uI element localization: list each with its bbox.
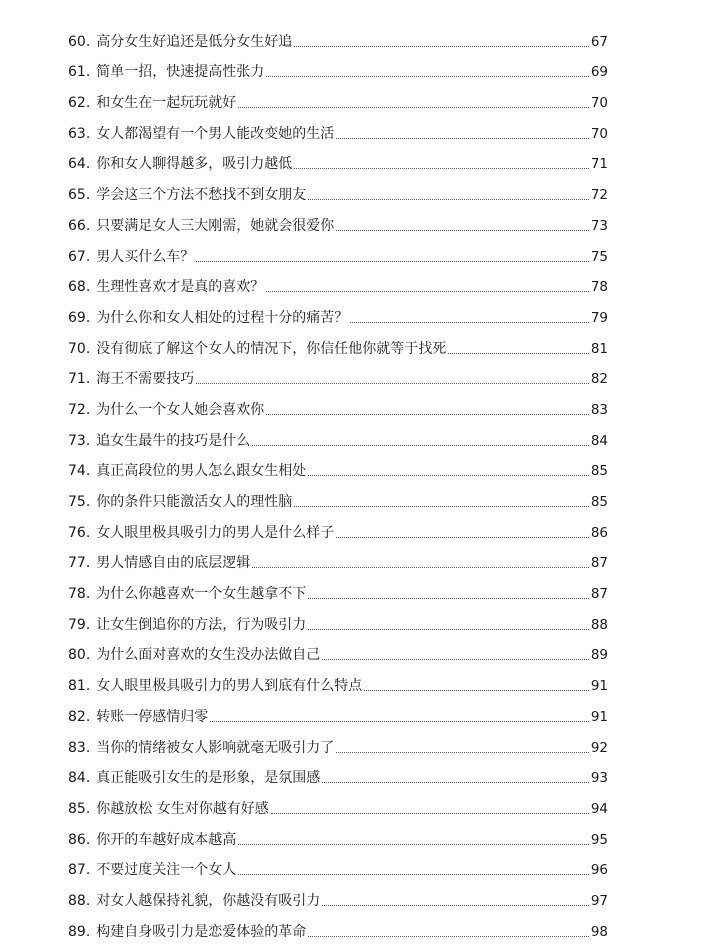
dot-leader bbox=[364, 689, 589, 691]
toc-entry[interactable] bbox=[68, 20, 608, 51]
toc-entry-page-number: 98 bbox=[590, 923, 608, 940]
toc-entry-page-number: 91 bbox=[590, 708, 608, 725]
toc-entry[interactable] bbox=[68, 51, 608, 82]
toc-entry[interactable] bbox=[68, 726, 608, 757]
toc-entry-page-number: 83 bbox=[590, 401, 608, 418]
dot-leader bbox=[336, 751, 589, 753]
toc-entry-page-number: 91 bbox=[590, 678, 608, 695]
toc-entry-page-number: 87 bbox=[590, 586, 608, 603]
dot-leader bbox=[238, 843, 589, 845]
toc-entry-number: 79. bbox=[68, 616, 91, 633]
toc-entry-title[interactable]: 高分女生好追还是低分女生好追 bbox=[96, 33, 293, 50]
toc-entry[interactable] bbox=[68, 266, 608, 297]
toc-entry-title[interactable]: 女人眼里极具吸引力的男人是什么样子 bbox=[96, 524, 335, 541]
dot-leader bbox=[322, 658, 589, 660]
toc-entry-number: 74. bbox=[68, 463, 91, 480]
toc-entry-title[interactable]: 构建自身吸引力是恋爱体验的革命 bbox=[96, 923, 307, 940]
toc-entry[interactable] bbox=[68, 235, 608, 266]
toc-entry-number: 89. bbox=[68, 923, 91, 940]
toc-entry-number: 68. bbox=[68, 279, 91, 296]
toc-entry[interactable] bbox=[68, 542, 608, 573]
dot-leader bbox=[266, 413, 589, 415]
toc-entry-page-number: 78 bbox=[590, 279, 608, 296]
toc-entry-number: 61. bbox=[68, 64, 91, 81]
toc-entry-title[interactable]: 你越放松 女生对你越有好感 bbox=[96, 800, 269, 817]
toc-entry-title[interactable]: 女人都渴望有一个男人能改变她的生活 bbox=[96, 125, 335, 142]
toc-entry-number: 85. bbox=[68, 800, 91, 817]
dot-leader bbox=[308, 474, 589, 476]
dot-leader bbox=[196, 382, 589, 384]
toc-entry[interactable] bbox=[68, 173, 608, 204]
toc-entry-title[interactable]: 简单一招，快速提高性张力 bbox=[96, 64, 265, 81]
toc-entry-number: 66. bbox=[68, 217, 91, 234]
toc-entry-page-number: 95 bbox=[590, 831, 608, 848]
toc-entry-number: 70. bbox=[68, 340, 91, 357]
toc-entry-title[interactable]: 为什么你和女人相处的过程十分的痛苦？ bbox=[96, 309, 349, 326]
toc-entry[interactable] bbox=[68, 849, 608, 880]
dot-leader bbox=[322, 781, 589, 783]
toc-entry-number: 67. bbox=[68, 248, 91, 265]
toc-entry[interactable] bbox=[68, 695, 608, 726]
dot-leader bbox=[350, 321, 589, 323]
toc-entry-title[interactable]: 海王不需要技巧 bbox=[96, 371, 195, 388]
toc-entry-page-number: 70 bbox=[590, 95, 608, 112]
dot-leader bbox=[252, 444, 589, 446]
toc-entry[interactable] bbox=[68, 664, 608, 695]
dot-leader bbox=[308, 628, 589, 630]
dot-leader bbox=[336, 536, 589, 538]
toc-entry[interactable] bbox=[68, 511, 608, 542]
toc-entry-page-number: 85 bbox=[590, 463, 608, 480]
dot-leader bbox=[266, 290, 589, 292]
toc-entry-page-number: 84 bbox=[590, 432, 608, 449]
dot-leader bbox=[271, 812, 589, 814]
toc-entry-number: 80. bbox=[68, 647, 91, 664]
toc-entry-title[interactable]: 你的条件只能激活女人的理性脑 bbox=[96, 494, 293, 510]
dot-leader bbox=[294, 167, 589, 169]
toc-entry-title[interactable]: 你开的车越好成本越高 bbox=[96, 831, 237, 848]
toc-entry-page-number: 97 bbox=[590, 892, 608, 909]
toc-entry-title[interactable]: 男人买什么车？ bbox=[96, 248, 195, 265]
toc-entry-number: 86. bbox=[68, 831, 91, 848]
toc-entry[interactable] bbox=[68, 327, 608, 358]
toc-entry[interactable] bbox=[68, 910, 608, 941]
toc-entry-title[interactable]: 让女生倒追你的方法，行为吸引力 bbox=[96, 616, 307, 633]
dot-leader bbox=[308, 198, 589, 200]
toc-entry-title[interactable]: 和女生在一起玩玩就好 bbox=[96, 95, 237, 112]
toc-entry-title[interactable]: 男人情感自由的底层逻辑 bbox=[96, 555, 251, 572]
dot-leader bbox=[308, 935, 589, 937]
toc-entry[interactable] bbox=[68, 603, 608, 634]
toc-entry-page-number: 86 bbox=[590, 524, 608, 541]
toc-entry-title[interactable]: 真正能吸引女生的是形象，是氛围感 bbox=[96, 770, 321, 787]
toc-entry-page-number: 67 bbox=[590, 33, 608, 50]
dot-leader bbox=[238, 873, 589, 875]
toc-entry-number: 78. bbox=[68, 586, 91, 603]
dot-leader bbox=[308, 597, 589, 599]
toc-entry-title[interactable]: 没有彻底了解这个女人的情况下，你信任他你就等于找死 bbox=[96, 340, 447, 357]
toc-entry-page-number: 72 bbox=[590, 187, 608, 204]
toc-entry-number: 71. bbox=[68, 371, 91, 388]
toc-entry-page-number: 94 bbox=[590, 800, 608, 817]
toc-entry-page-number: 85 bbox=[590, 494, 608, 510]
toc-entry-number: 60. bbox=[68, 33, 91, 50]
toc-entry-title[interactable]: 为什么一个女人她会喜欢你 bbox=[96, 401, 265, 418]
toc-entry-page-number: 75 bbox=[590, 248, 608, 265]
toc-entry[interactable] bbox=[68, 480, 608, 511]
toc-entry[interactable] bbox=[68, 757, 608, 788]
toc-entry[interactable] bbox=[68, 879, 608, 910]
toc-entry-title[interactable]: 真正高段位的男人怎么跟女生相处 bbox=[96, 463, 307, 480]
toc-entry-number: 62. bbox=[68, 95, 91, 112]
toc-entry-title[interactable]: 生理性喜欢才是真的喜欢？ bbox=[96, 279, 265, 296]
dot-leader bbox=[336, 137, 589, 139]
toc-entry[interactable] bbox=[68, 143, 608, 174]
toc-entry-title[interactable]: 只要满足女人三大刚需，她就会很爱你 bbox=[96, 217, 335, 234]
toc-entry-page-number: 69 bbox=[590, 64, 608, 81]
toc-entry-title[interactable]: 为什么面对喜欢的女生没办法做自己 bbox=[96, 647, 321, 664]
toc-entry-number: 83. bbox=[68, 739, 91, 756]
toc-entry-page-number: 71 bbox=[590, 156, 608, 173]
toc-entry[interactable] bbox=[68, 204, 608, 235]
toc-entry-page-number: 96 bbox=[590, 862, 608, 879]
toc-entry-number: 82. bbox=[68, 708, 91, 725]
dot-leader bbox=[336, 229, 589, 231]
toc-entry-number: 69. bbox=[68, 309, 91, 326]
toc-entry-number: 76. bbox=[68, 524, 91, 541]
dot-leader bbox=[210, 720, 589, 722]
toc-entry-title[interactable]: 对女人越保持礼貌，你越没有吸引力 bbox=[96, 892, 321, 909]
toc-entry[interactable] bbox=[68, 572, 608, 603]
toc-entry[interactable] bbox=[68, 81, 608, 112]
toc-entry[interactable] bbox=[68, 818, 608, 849]
toc-entry-number: 73. bbox=[68, 432, 91, 449]
dot-leader bbox=[266, 75, 589, 77]
toc-entry-number: 81. bbox=[68, 678, 91, 695]
toc-entry-number: 77. bbox=[68, 555, 91, 572]
toc-entry-page-number: 82 bbox=[590, 371, 608, 388]
toc-entry-title[interactable]: 追女生最牛的技巧是什么 bbox=[96, 432, 251, 449]
dot-leader bbox=[196, 260, 589, 262]
toc-entry[interactable] bbox=[68, 388, 608, 419]
toc-entry-number: 84. bbox=[68, 770, 91, 787]
toc-entry-title[interactable]: 当你的情绪被女人影响就毫无吸引力了 bbox=[96, 739, 335, 756]
toc-entry-page-number: 89 bbox=[590, 647, 608, 664]
toc-entry-page-number: 92 bbox=[590, 739, 608, 756]
toc-entry[interactable] bbox=[68, 112, 608, 143]
toc-entry-title[interactable]: 你和女人聊得越多，吸引力越低 bbox=[96, 156, 293, 173]
toc-entry-number: 63. bbox=[68, 125, 91, 142]
toc-entry-number: 88. bbox=[68, 892, 91, 909]
toc-entry-page-number: 73 bbox=[590, 217, 608, 234]
toc-entry-number: 64. bbox=[68, 156, 91, 173]
toc-entry-title[interactable]: 为什么你越喜欢一个女生越拿不下 bbox=[96, 586, 307, 603]
dot-leader bbox=[322, 904, 589, 906]
toc-entry-title[interactable]: 转账一停感情归零 bbox=[96, 708, 209, 725]
toc-entry-number: 75. bbox=[68, 494, 91, 510]
dot-leader bbox=[294, 505, 589, 507]
toc-entry[interactable] bbox=[68, 450, 608, 481]
toc-entry-number: 65. bbox=[68, 187, 91, 204]
toc-entry-title[interactable]: 学会这三个方法不愁找不到女朋友 bbox=[96, 187, 307, 204]
toc-entry[interactable] bbox=[68, 296, 608, 327]
toc-entry[interactable] bbox=[68, 787, 608, 818]
toc-entry-number: 87. bbox=[68, 862, 91, 879]
toc-entry-page-number: 87 bbox=[590, 555, 608, 572]
table-of-contents bbox=[68, 20, 608, 941]
toc-entry-page-number: 93 bbox=[590, 770, 608, 787]
toc-entry-number: 72. bbox=[68, 401, 91, 418]
toc-entry-title[interactable]: 不要过度关注一个女人 bbox=[96, 862, 237, 879]
toc-entry[interactable] bbox=[68, 419, 608, 450]
toc-entry-page-number: 81 bbox=[590, 340, 608, 357]
toc-entry-page-number: 70 bbox=[590, 125, 608, 142]
dot-leader bbox=[252, 566, 589, 568]
toc-entry-title[interactable]: 女人眼里极具吸引力的男人到底有什么特点 bbox=[96, 678, 363, 695]
dot-leader bbox=[294, 45, 589, 47]
toc-entry[interactable] bbox=[68, 634, 608, 665]
toc-entry-page-number: 88 bbox=[590, 616, 608, 633]
dot-leader bbox=[448, 352, 589, 354]
toc-entry-page-number: 79 bbox=[590, 309, 608, 326]
dot-leader bbox=[238, 106, 589, 108]
toc-entry[interactable] bbox=[68, 358, 608, 389]
